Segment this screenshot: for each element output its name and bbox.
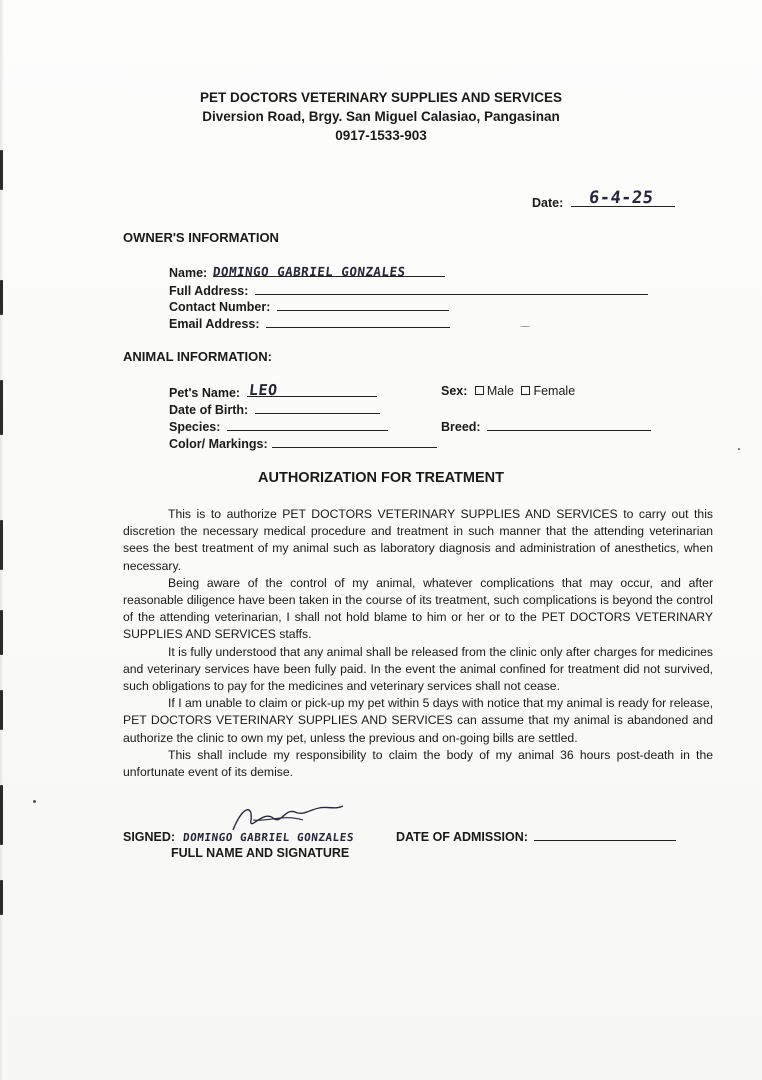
owner-contact-field[interactable] <box>169 298 449 314</box>
owner-email-line[interactable] <box>266 315 450 328</box>
date-field[interactable] <box>532 188 675 210</box>
dob-field[interactable] <box>169 401 380 417</box>
admission-date-label: DATE OF ADMISSION: <box>396 830 528 844</box>
owner-contact-line[interactable] <box>277 298 449 311</box>
breed-field[interactable] <box>441 418 651 434</box>
sex-male-label: Male <box>486 384 514 398</box>
pet-name-value: LEO <box>247 381 279 399</box>
paper-speck <box>33 800 36 803</box>
authorization-paragraph: It is fully understood that any animal shall be released from the clinic only after charges for medicines and veterinary services have been fully paid. In the event the animal confined for treatment did not survived, such obligations to pay for the medicines and veterinary services shall not cease. <box>123 644 713 694</box>
color-label: Color/ Markings: <box>169 437 268 451</box>
owner-section-title: OWNER'S INFORMATION <box>123 230 279 245</box>
owner-name-value: DOMINGO GABRIEL GONZALES <box>211 264 407 279</box>
authorization-body <box>123 506 713 781</box>
date-value: 6-4-25 <box>587 188 655 208</box>
sex-field <box>441 384 575 398</box>
owner-address-field[interactable] <box>169 282 648 298</box>
sex-male-checkbox[interactable] <box>475 386 484 395</box>
owner-email-label: Email Address: <box>169 317 260 331</box>
owner-name-field[interactable] <box>169 264 445 280</box>
authorization-paragraph: This shall include my responsibility to claim the body of my animal 36 hours post-death in the unfortunate event of its demise. <box>123 747 713 780</box>
color-field[interactable] <box>169 435 437 451</box>
authorization-paragraph: Being aware of the control of my animal, whatever complications that may occur, and after reasonable diligence have been taken in the course of its treatment, such complications is beyond the control of the attending veterinarian, I shall not hold blame to him or her or to the PET DOCTORS VETERINARY SUPPLIES AND SERVICES staffs. <box>123 575 713 642</box>
pet-name-label: Pet's Name: <box>169 386 241 400</box>
color-line[interactable] <box>272 435 437 448</box>
sex-label: Sex: <box>441 384 468 398</box>
signed-field[interactable] <box>123 828 371 844</box>
sex-female-label: Female <box>533 384 576 398</box>
owner-address-label: Full Address: <box>169 284 249 298</box>
admission-date-line[interactable] <box>534 828 676 841</box>
business-phone: 0917-1533-903 <box>335 128 427 143</box>
authorization-paragraph: This is to authorize PET DOCTORS VETERINARY SUPPLIES AND SERVICES to carry out this discretion the necessary medical procedure and treatment in such manner that the attending veterinarian sees the best treatment of my animal such as laboratory diagnosis and administration of anesthetics, when necessary. <box>123 507 713 573</box>
paper-speck <box>738 448 740 450</box>
owner-email-field[interactable] <box>169 315 450 331</box>
owner-name-label: Name: <box>169 266 208 280</box>
business-address: Diversion Road, Brgy. San Miguel Calasiao, Pangasinan <box>202 109 560 124</box>
date-label: Date: <box>532 196 564 210</box>
signed-label: SIGNED: <box>123 830 176 844</box>
business-name: PET DOCTORS VETERINARY SUPPLIES AND SERVICES <box>199 90 563 105</box>
dob-line[interactable] <box>255 401 380 414</box>
dob-label: Date of Birth: <box>169 403 249 417</box>
signature-caption: FULL NAME AND SIGNATURE <box>171 846 350 860</box>
owner-address-line[interactable] <box>255 282 648 295</box>
species-field[interactable] <box>169 418 388 434</box>
animal-section-title: ANIMAL INFORMATION: <box>123 349 272 364</box>
species-label: Species: <box>169 420 221 434</box>
authorization-title: AUTHORIZATION FOR TREATMENT <box>258 470 504 486</box>
paper-speck <box>520 326 530 327</box>
signed-name-value: DOMINGO GABRIEL GONZALES <box>181 831 355 844</box>
species-line[interactable] <box>227 418 388 431</box>
sex-female-checkbox[interactable] <box>521 386 530 395</box>
admission-date-field[interactable] <box>396 828 676 844</box>
breed-line[interactable] <box>487 418 651 431</box>
owner-contact-label: Contact Number: <box>169 300 271 314</box>
pet-name-field[interactable] <box>169 381 377 400</box>
breed-label: Breed: <box>441 420 481 434</box>
letterhead <box>0 88 762 145</box>
signature-area <box>123 800 723 870</box>
authorization-paragraph: If I am unable to claim or pick-up my pet within 5 days with notice that my animal is ready for release, PET DOCTORS VETERINARY SUPPLIES AND SERVICES can assume that my animal is abandoned and authorize the clinic to own my pet, unless the previous and on-going bills are settled. <box>123 696 713 745</box>
